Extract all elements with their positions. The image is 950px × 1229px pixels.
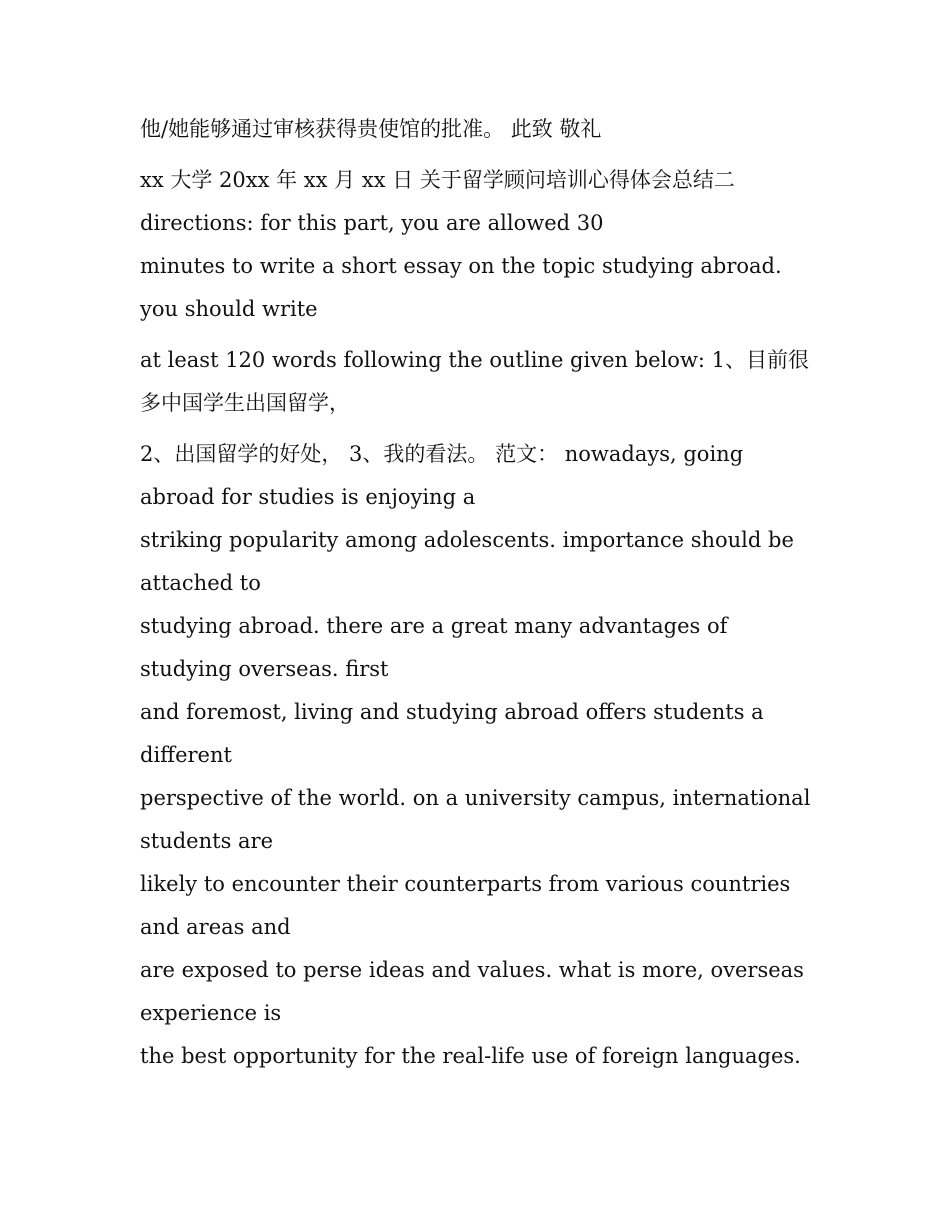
- document-body: [140, 108, 820, 1078]
- paragraph-text: and foremost, living and studying abroad offers students a different: [140, 700, 764, 767]
- paragraph-text: studying abroad. there are a great many advantages of studying overseas. first: [140, 614, 728, 681]
- paragraph-text: minutes to write a short essay on the topic studying abroad. you should write: [140, 254, 782, 321]
- paragraph-text: likely to encounter their counterparts from various countries and areas and: [140, 872, 791, 939]
- paragraph-text: at least 120 words following the outline given below: 1、目前很多中国学生出国留学，: [140, 348, 810, 415]
- paragraph-text: perspective of the world. on a university campus, international students are: [140, 786, 811, 853]
- paragraph-text: the best opportunity for the real-life use of foreign languages.: [140, 1044, 801, 1068]
- paragraph-closing: 他/她能够通过审核获得贵使馆的批准。 此致 敬礼: [140, 117, 602, 141]
- paragraph-text: are exposed to perse ideas and values. what is more, overseas experience is: [140, 958, 804, 1025]
- paragraph-text: 2、出国留学的好处， 3、我的看法。 范文： nowadays, going abroad for studies is enjoying a: [140, 442, 744, 509]
- paragraph-date-title: xx 大学 20xx 年 xx 月 xx 日 关于留学顾问培训心得体会总结二 directions: for this part, you are allowed 30: [140, 168, 735, 235]
- paragraph-text: striking popularity among adolescents. importance should be attached to: [140, 528, 794, 595]
